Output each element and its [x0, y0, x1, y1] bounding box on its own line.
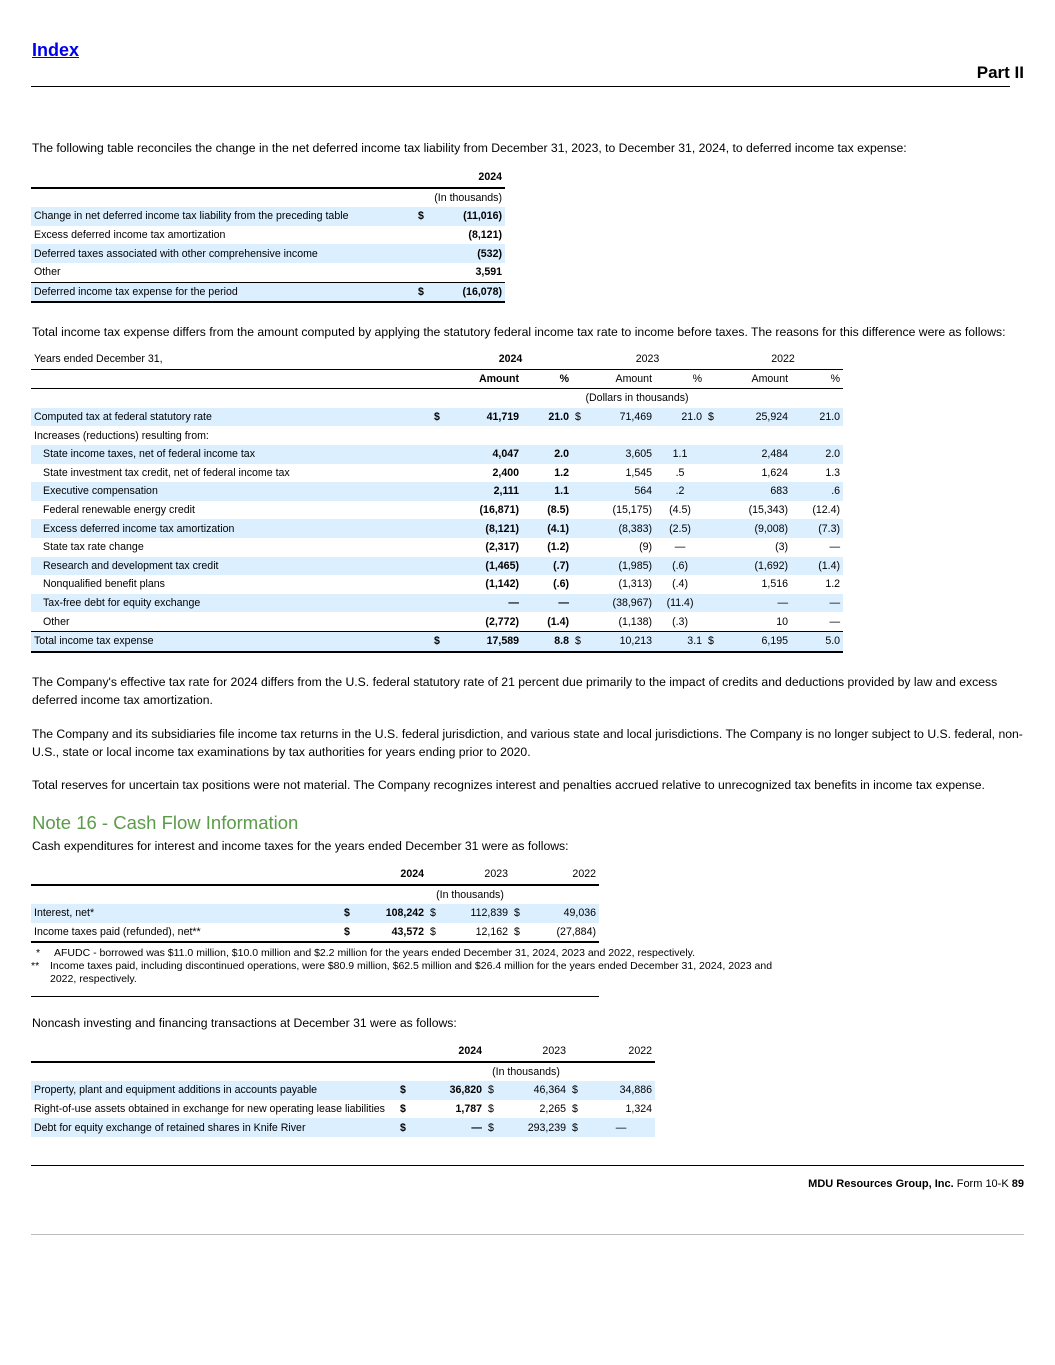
footnote-rule — [31, 996, 599, 997]
footnote-income-taxes: Income taxes paid, including discontinued operations, were $80.9 million, $62.5 million and $26.4 million for the years ended December 31, 2024, 2023 and 2022, respectively. — [50, 960, 773, 985]
part-label: Part II — [976, 63, 1024, 82]
index-link[interactable]: Index — [32, 40, 80, 60]
table-row: Computed tax at federal statutory rate $ 41,719 21.0 $ 71,469 21.0 $ 25,924 21.0 — [31, 408, 843, 427]
note-16-title: Note 16 - Cash Flow Information — [32, 812, 299, 833]
table-row-total: Total income tax expense $ 17,589 8.8 $ 10,213 3.1 $ 6,195 5.0 — [31, 631, 843, 651]
bottom-rule — [31, 1234, 1024, 1235]
table-row: Debt for equity exchange of retained shares in Knife River $ — $ 293,239 $ — — [31, 1118, 655, 1137]
table-row: Other (2,772) (1.4) (1,138) (.3) 10 — — [43, 615, 841, 628]
table-row-total: Deferred income tax expense for the period $ (16,078) — [31, 282, 505, 302]
table-row: Change in net deferred income tax liability from the preceding table $ (11,016) — [31, 207, 505, 226]
page-number: 89 — [1011, 1178, 1024, 1190]
table-row: Nonqualified benefit plans (1,142) (.6) (1,313) (.4) 1,516 1.2 — [43, 578, 841, 591]
table-row: Right-of-use assets obtained in exchange for new operating lease liabilities $ 1,787 $ 2,265 $ 1,324 — [34, 1103, 652, 1116]
table-row: Tax-free debt for equity exchange — — (38,967) (11.4) — — — [31, 594, 843, 613]
footer-company: MDU Resources Group, Inc. — [808, 1178, 954, 1190]
para-reconcile: The following table reconciles the change in the net deferred income tax liability from December 31, 2023, to December 31, 2024, to deferred income tax expense: — [32, 141, 907, 155]
table-row: State income taxes, net of federal income tax 4,047 2.0 3,605 1.1 2,484 2.0 — [31, 445, 843, 464]
cash-expenditures-table: 2024 2023 2022 (In thousands) Interest, net* $ 108,242 $ 112,839 $ 49,036 Income taxes paid (refunded), net** $ 43,572 $ 12,162 $ (27,884) — [31, 865, 599, 943]
page-footer — [808, 1178, 1024, 1190]
noncash-table: 2024 2023 2022 (In thousands) Property, plant and equipment additions in accounts payable $ 36,820 $ 46,364 $ 34,886 Right-of-use assets obtained in exchange for new operating lease liabilities $ 1,787 $ 2,265 $ 1,324 Debt for equity exchange of retained shares in Knife River $ — $ 293,239 $ — — [31, 1042, 655, 1137]
table-row: Executive compensation 2,111 1.1 564 .2 683 .6 — [31, 482, 843, 501]
footnote-mark: ** — [31, 960, 40, 972]
unit-label: (In thousands) — [492, 1065, 560, 1078]
table-row: Research and development tax credit (1,465) (.7) (1,985) (.6) (1,692) (1.4) — [31, 557, 843, 576]
table-row: Excess deferred income tax amortization (8,121) (4.1) (8,383) (2.5) (9,008) (7.3) — [31, 519, 843, 538]
para-difference: Total income tax expense differs from the amount computed by applying the statutory federal income tax rate to income before taxes. The reasons for this difference were as follows: — [32, 325, 1006, 339]
unit-label: (In thousands) — [436, 888, 504, 901]
table-row: State investment tax credit, net of federal income tax 2,400 1.2 1,545 .5 1,624 1.3 — [43, 466, 841, 479]
header-rule — [31, 86, 1010, 87]
para-reserves: Total reserves for uncertain tax positions were not material. The Company recognizes interest and penalties accrued relative to unrecognized tax benefits in income tax expense. — [32, 778, 985, 792]
table-row: Interest, net* $ 108,242 $ 112,839 $ 49,036 — [31, 904, 599, 923]
para-cash-intro: Cash expenditures for interest and income taxes for the years ended December 31 were as follows: — [32, 839, 569, 853]
table-row: Deferred taxes associated with other comprehensive income (532) — [31, 244, 505, 263]
deferred-tax-table — [31, 168, 505, 303]
table-row: Property, plant and equipment additions in accounts payable $ 36,820 $ 46,364 $ 34,886 — [31, 1081, 655, 1100]
table-row: Federal renewable energy credit (16,871) (8.5) (15,175) (4.5) (15,343) (12.4) — [43, 504, 841, 517]
table-row: Increases (reductions) resulting from: — [34, 429, 209, 442]
unit-label: (In thousands) — [434, 191, 502, 204]
footnote-afudc: AFUDC - borrowed was $11.0 million, $10.0 million and $2.2 million for the years ended December 31, 2024, 2023 and 2022, respectively. — [54, 947, 696, 959]
table-row: State tax rate change (2,317) (1.2) (9) — (3) — — [43, 541, 841, 554]
table-row: Income taxes paid (refunded), net** $ 43,572 $ 12,162 $ (27,884) — [31, 923, 599, 943]
tax-rate-table: Years ended December 31, 2024 2023 2022 Amount % Amount % Amount % (Dollars in thousands) Computed tax at federal statutory rate $ 41,719 21.0 $ 71,469 21.0 $ 25,924 21.0 Increases (reductions) resulting from: State income taxes, net of federal income tax 4,047 2.0 3,605 1.1 2,484 2.0 State investment tax credit, net of federal income tax 2,400 1.2 1,545 .5 1,624 1.3 Executive compensation 2,111 1.1 564 .2 683 .6 Federal renewable energy credit (16,871) (8.5) (15,175) (4.5) (15,343) (12.4) Excess deferred income tax amortization (8,121) (4.1) (8,383) (2.5) (9,008) (7.3) State tax rate change (2,317) (1.2) (9) — (3) — Research and development tax credit (1,465) (.7) (1,985) (.6) (1,692) (1.4) Nonqualified benefit plans (1,142) (.6) (1,313) (.4) 1,516 1.2 Tax-free debt for equity exchange — — (38,967) (11.4) — — Other (2,772) (1.4) (1,138) (.3) 10 — Total income tax expense $ 17,589 8.8 $ 10,213 3.1 $ 6,195 5.0 — [31, 350, 843, 653]
table-row: Other 3,591 — [34, 266, 502, 279]
para-jurisdictions: The Company and its subsidiaries file income tax returns in the U.S. federal jurisdiction, and various state and local jurisdictions. The Company is no longer subject to U.S. federal, non-U.S., state or local income tax examinations by tax authorities for years ending prior to 2020. — [32, 727, 1023, 759]
footer-rule — [31, 1165, 1024, 1166]
unit-label: (Dollars in thousands) — [431, 389, 843, 408]
col-year: 2024 — [433, 168, 505, 188]
para-effective-rate: The Company's effective tax rate for 2024 differs from the U.S. federal statutory rate of 21 percent due primarily to the impact of credits and deductions provided by law and excess deferred income tax amortization. — [32, 675, 998, 707]
para-noncash-intro: Noncash investing and financing transactions at December 31 were as follows: — [32, 1016, 457, 1030]
years-label: Years ended December 31, — [34, 353, 163, 366]
table-row: Excess deferred income tax amortization (8,121) — [34, 229, 502, 242]
footnote-mark: * — [36, 947, 41, 959]
footer-form: Form 10-K — [956, 1178, 1009, 1190]
